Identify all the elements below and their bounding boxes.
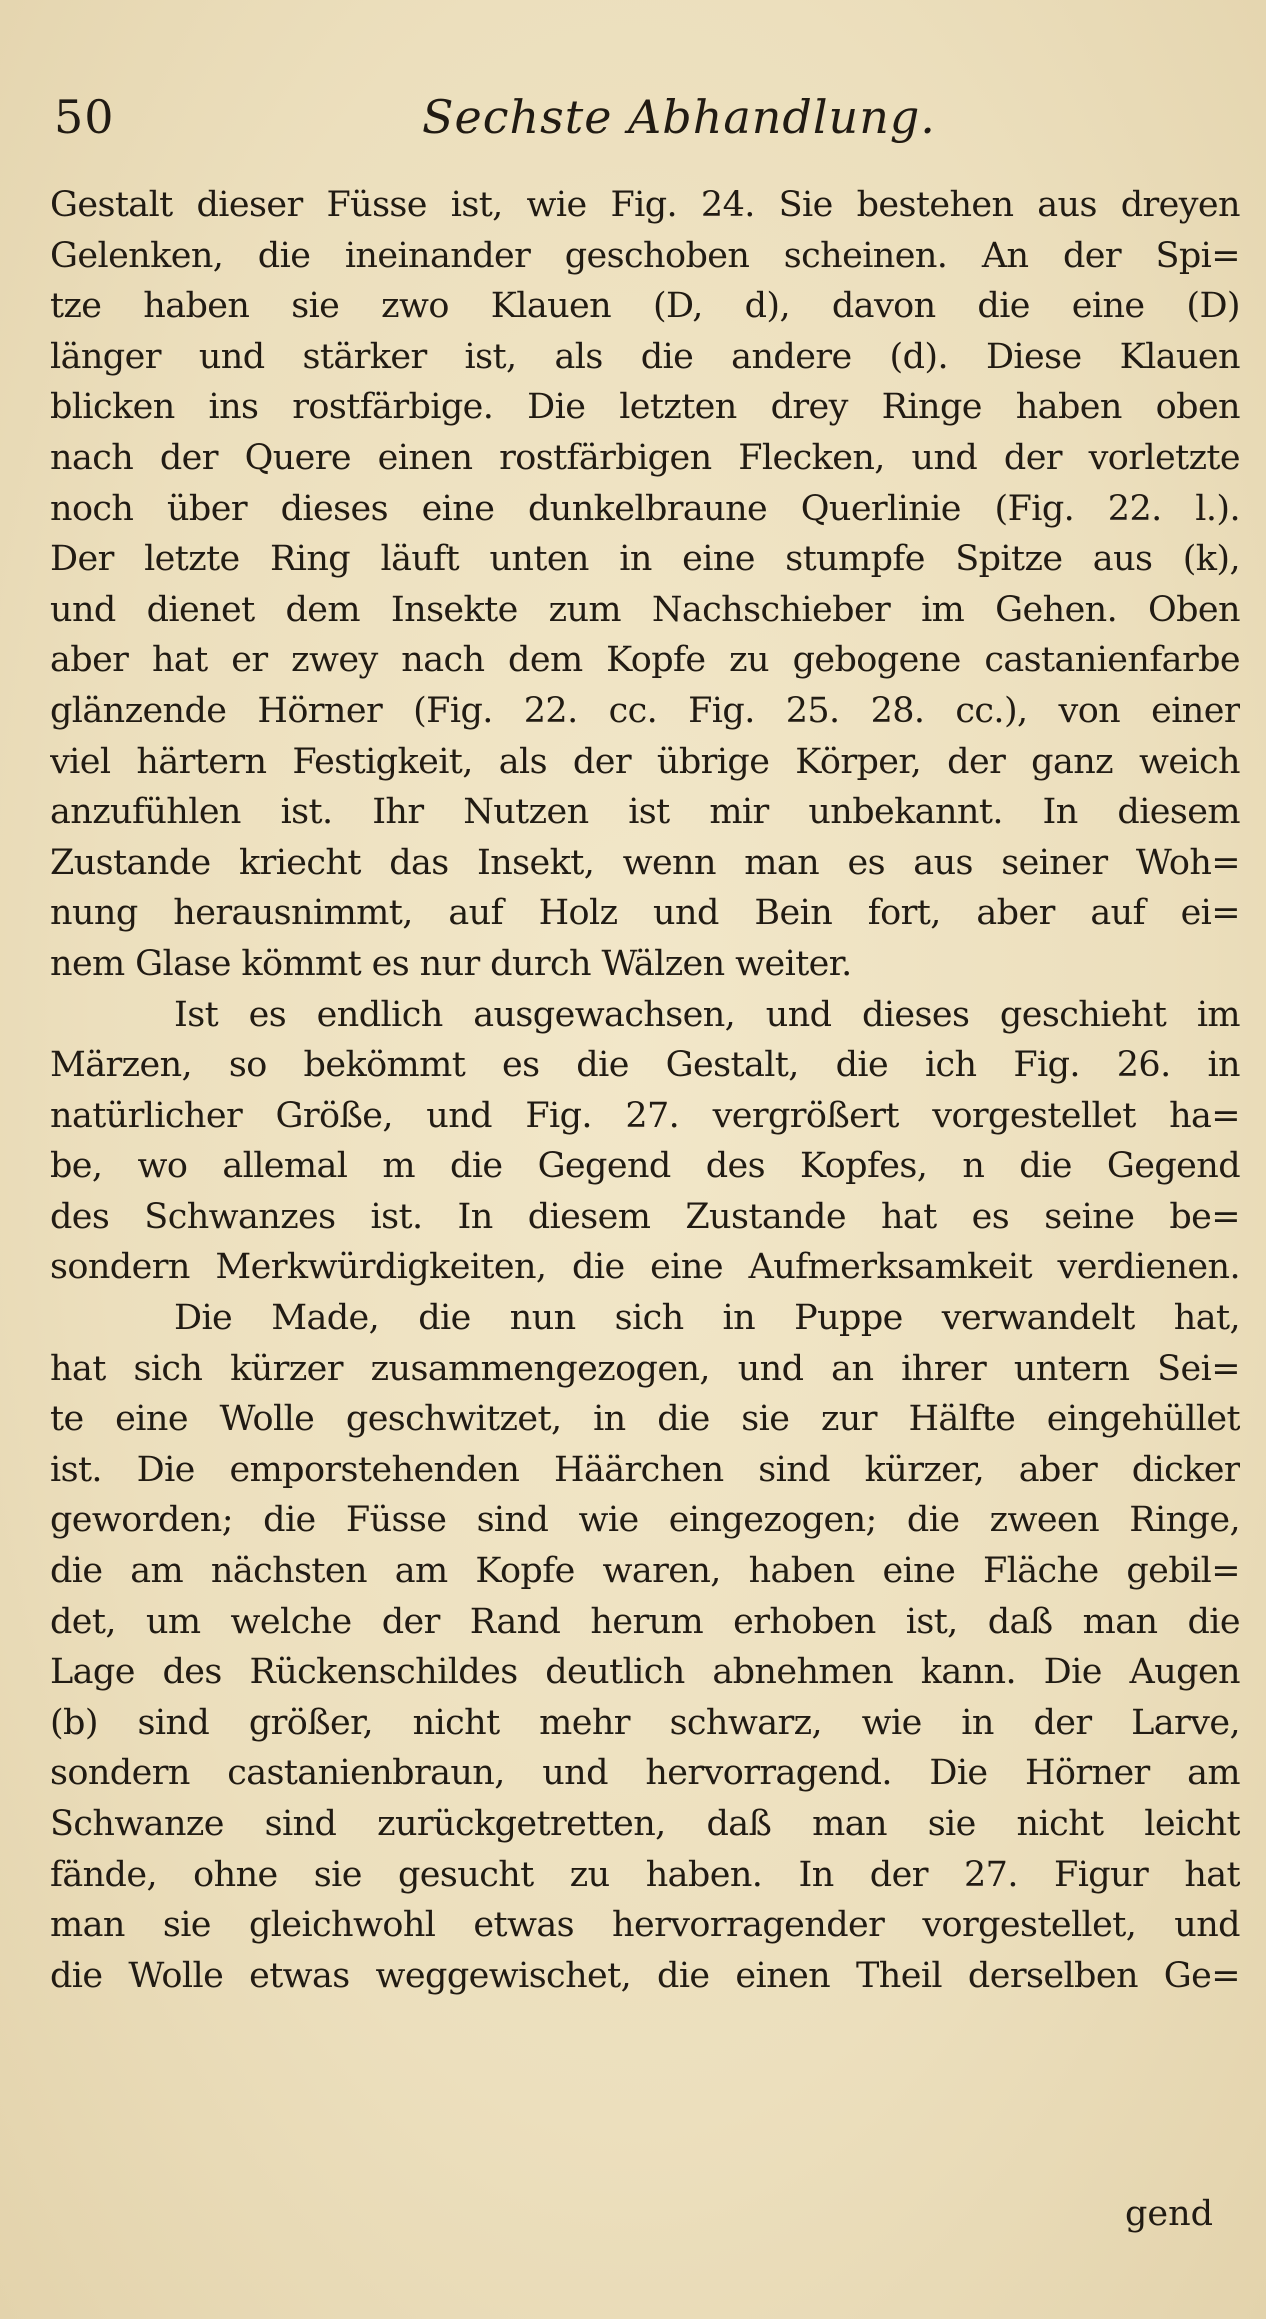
body-text [50, 180, 1240, 2001]
text-line: natürlicher Größe, und Fig. 27. vergrößert vorgestellet ha= [50, 1095, 1240, 1136]
page-number: 50 [54, 90, 115, 144]
text-line: die am nächsten am Kopfe waren, haben eine Fläche gebil= [50, 1551, 1240, 1592]
text-line: man sie gleichwohl etwas hervorragender vorgestellet, und [50, 1905, 1240, 1946]
text-line: hat sich kürzer zusammengezogen, und an ihrer untern Sei= [50, 1348, 1240, 1389]
text-line: aber hat er zwey nach dem Kopfe zu gebogene castanienfarbe [50, 640, 1240, 681]
text-line: blicken ins rostfärbige. Die letzten drey Ringe haben oben [50, 387, 1240, 428]
text-line: nem Glase kömmt es nur durch Wälzen weiter. [50, 943, 852, 984]
text-line: nach der Quere einen rostfärbigen Flecken, und der vorletzte [50, 437, 1240, 478]
running-title: Sechste Abhandlung. [422, 90, 936, 144]
text-line: Gelenken, die ineinander geschoben scheinen. An der Spi= [50, 235, 1240, 276]
text-line: det, um welche der Rand herum erhoben ist, daß man die [50, 1601, 1240, 1642]
text-line: Die Made, die nun sich in Puppe verwandelt hat, [174, 1298, 1240, 1339]
text-line: Der letzte Ring läuft unten in eine stumpfe Spitze aus (k), [50, 539, 1240, 580]
text-line: be, wo allemal m die Gegend des Kopfes, n die Gegend [50, 1146, 1240, 1187]
text-line: ist. Die emporstehenden Häärchen sind kürzer, aber dicker [50, 1449, 1240, 1490]
text-line: anzufühlen ist. Ihr Nutzen ist mir unbekannt. In diesem [50, 792, 1240, 833]
text-line: des Schwanzes ist. In diesem Zustande hat es seine be= [50, 1196, 1240, 1237]
text-line: (b) sind größer, nicht mehr schwarz, wie in der Larve, [50, 1702, 1240, 1743]
text-line: und dienet dem Insekte zum Nachschieber im Gehen. Oben [50, 589, 1240, 630]
text-line: tze haben sie zwo Klauen (D, d), davon die eine (D) [50, 286, 1240, 327]
text-line: glänzende Hörner (Fig. 22. cc. Fig. 25. 28. cc.), von einer [50, 690, 1240, 731]
text-line: viel härtern Festigkeit, als der übrige Körper, der ganz weich [50, 741, 1240, 782]
text-line: die Wolle etwas weggewischet, die einen Theil derselben Ge= [50, 1955, 1240, 1996]
text-line: sondern Merkwürdigkeiten, die eine Aufmerksamkeit verdienen. [50, 1247, 1240, 1288]
text-line: Lage des Rückenschildes deutlich abnehmen kann. Die Augen [50, 1652, 1240, 1693]
text-line: geworden; die Füsse sind wie eingezogen; die zween Ringe, [50, 1500, 1240, 1541]
text-line: Märzen, so bekömmt es die Gestalt, die ich Fig. 26. in [50, 1045, 1240, 1086]
text-line: Gestalt dieser Füsse ist, wie Fig. 24. Sie bestehen aus dreyen [50, 185, 1240, 225]
catchword: gend [1125, 2194, 1214, 2234]
text-line: Zustande kriecht das Insekt, wenn man es aus seiner Woh= [50, 842, 1240, 883]
page-header [52, 90, 1232, 160]
text-line: noch über dieses eine dunkelbraune Querlinie (Fig. 22. l.). [50, 488, 1240, 529]
text-line: nung herausnimmt, auf Holz und Bein fort, aber auf ei= [50, 893, 1240, 934]
text-line: Ist es endlich ausgewachsen, und dieses geschieht im [174, 994, 1240, 1035]
text-line: sondern castanienbraun, und hervorragend. Die Hörner am [50, 1753, 1240, 1794]
text-line: te eine Wolle geschwitzet, in die sie zur Hälfte eingehüllet [50, 1399, 1240, 1440]
text-line: fände, ohne sie gesucht zu haben. In der 27. Figur hat [50, 1854, 1240, 1895]
text-line: länger und stärker ist, als die andere (d). Diese Klauen [50, 336, 1240, 377]
text-line: Schwanze sind zurückgetretten, daß man sie nicht leicht [50, 1804, 1240, 1844]
